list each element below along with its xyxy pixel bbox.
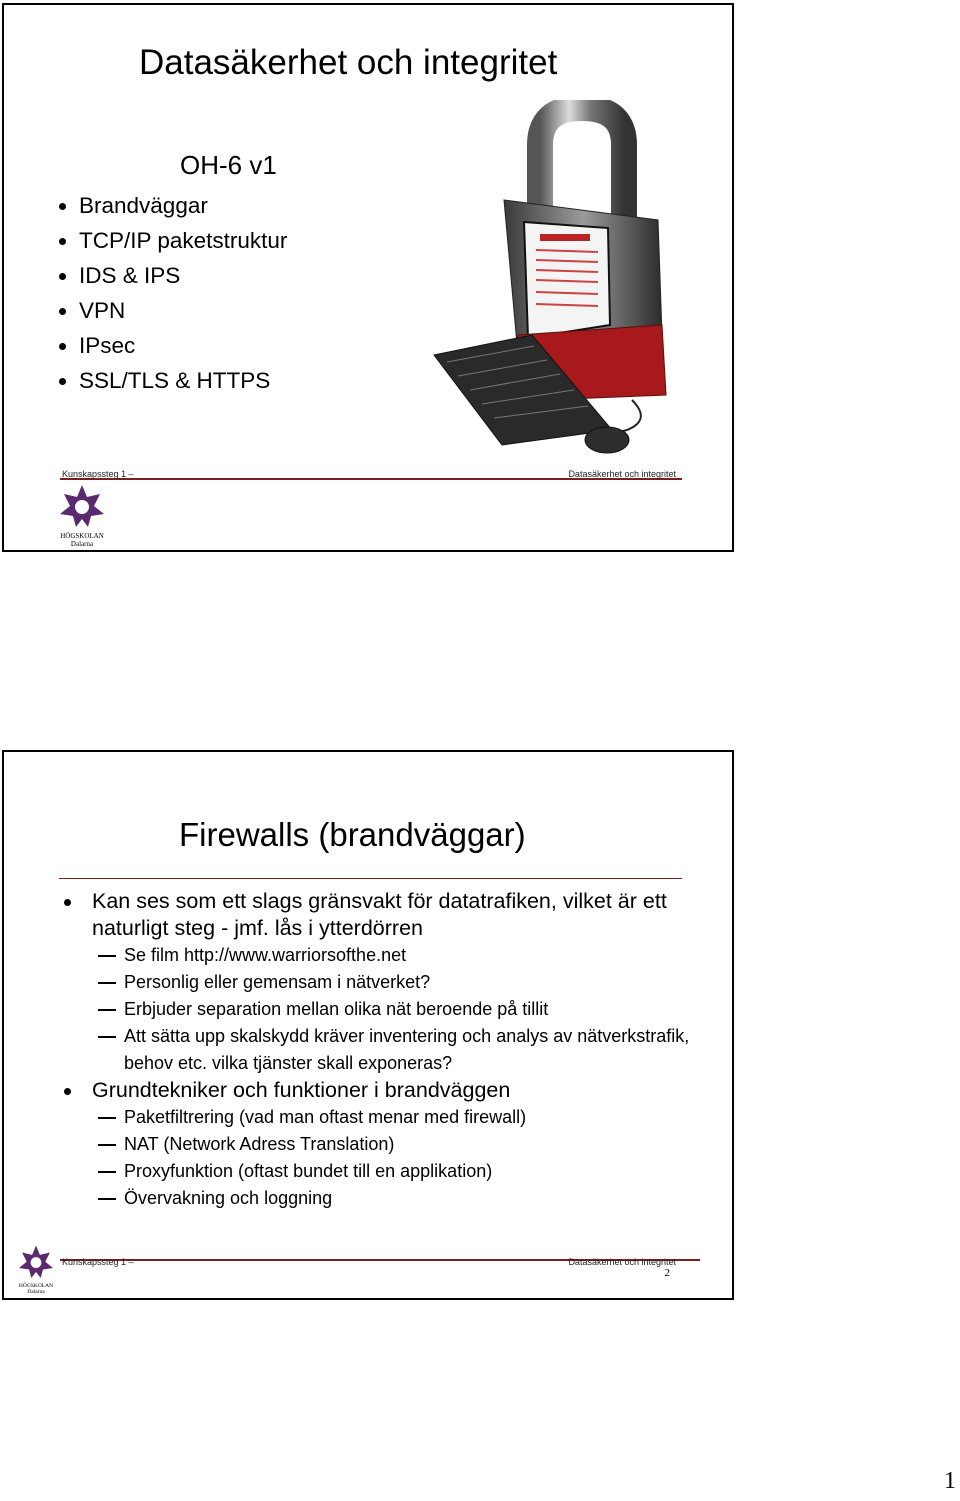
bullet-icon: [59, 343, 66, 350]
bullet-icon: [64, 1088, 71, 1095]
list-item: Erbjuder separation mellan olika nät beroende på tillit: [56, 996, 696, 1023]
logo-text-2: Dalarna: [70, 540, 94, 548]
list-item: Att sätta upp skalskydd kräver inventering och analys av nätverkstrafik, behov etc. vilka tjänster skall exponeras?: [56, 1023, 696, 1077]
topic-list: [59, 188, 287, 398]
list-item: IDS & IPS: [59, 258, 287, 293]
slide-subtitle: OH-6 v1: [180, 150, 277, 180]
bullet-icon: [59, 203, 66, 210]
list-item: Kan ses som ett slags gränsvakt för datatrafiken, vilket är ett naturligt steg - jmf. lås i ytterdörren: [56, 888, 696, 942]
footer-topic: Datasäkerhet och integritet: [568, 1257, 676, 1267]
page-number: 1: [944, 1468, 956, 1494]
slide-title: Datasäkerhet och integritet: [139, 43, 558, 82]
bullet-list: [56, 888, 696, 1212]
list-item: Brandväggar: [59, 188, 287, 223]
bullet-icon: [64, 899, 71, 906]
slide-2: [2, 750, 734, 1300]
list-item: Övervakning och loggning: [56, 1185, 696, 1212]
dash-icon: [98, 1144, 116, 1146]
logo-text-1: HÖGSKOLAN: [18, 1283, 54, 1289]
dash-icon: [98, 982, 116, 984]
dash-icon: [98, 1009, 116, 1011]
slide-number: 2: [664, 1267, 670, 1279]
hogskolan-dalarna-logo: [54, 483, 110, 549]
padlock-computer-image: [422, 100, 684, 465]
dash-icon: [98, 955, 116, 957]
list-item: TCP/IP paketstruktur: [59, 223, 287, 258]
list-item: Grundtekniker och funktioner i brandväggen: [56, 1077, 696, 1104]
bullet-icon: [59, 238, 66, 245]
logo-text-2: Dalarna: [27, 1289, 45, 1295]
title-rule: [59, 878, 682, 879]
bullet-icon: [59, 378, 66, 385]
list-item: Se film http://www.warriorsofthe.net: [56, 942, 696, 969]
dash-icon: [98, 1036, 116, 1038]
slide-title: Firewalls (brandväggar): [179, 816, 526, 853]
list-item: Paketfiltrering (vad man oftast menar med firewall): [56, 1104, 696, 1131]
dash-icon: [98, 1117, 116, 1119]
list-item: VPN: [59, 293, 287, 328]
slide-1: [2, 3, 734, 552]
list-item: NAT (Network Adress Translation): [56, 1131, 696, 1158]
logo-text-1: HÖGSKOLAN: [60, 532, 104, 540]
dash-icon: [98, 1171, 116, 1173]
bullet-icon: [59, 273, 66, 280]
bullet-icon: [59, 308, 66, 315]
list-item: IPsec: [59, 328, 287, 363]
list-item: SSL/TLS & HTTPS: [59, 363, 287, 398]
footer-topic: Datasäkerhet och integritet: [568, 469, 676, 479]
list-item: Personlig eller gemensam i nätverket?: [56, 969, 696, 996]
dash-icon: [98, 1198, 116, 1200]
footer-course: Kunskapssteg 1 –: [62, 1257, 134, 1267]
footer-course: Kunskapssteg 1 –: [62, 469, 134, 479]
hogskolan-dalarna-logo: [14, 1244, 58, 1294]
list-item: Proxyfunktion (oftast bundet till en applikation): [56, 1158, 696, 1185]
